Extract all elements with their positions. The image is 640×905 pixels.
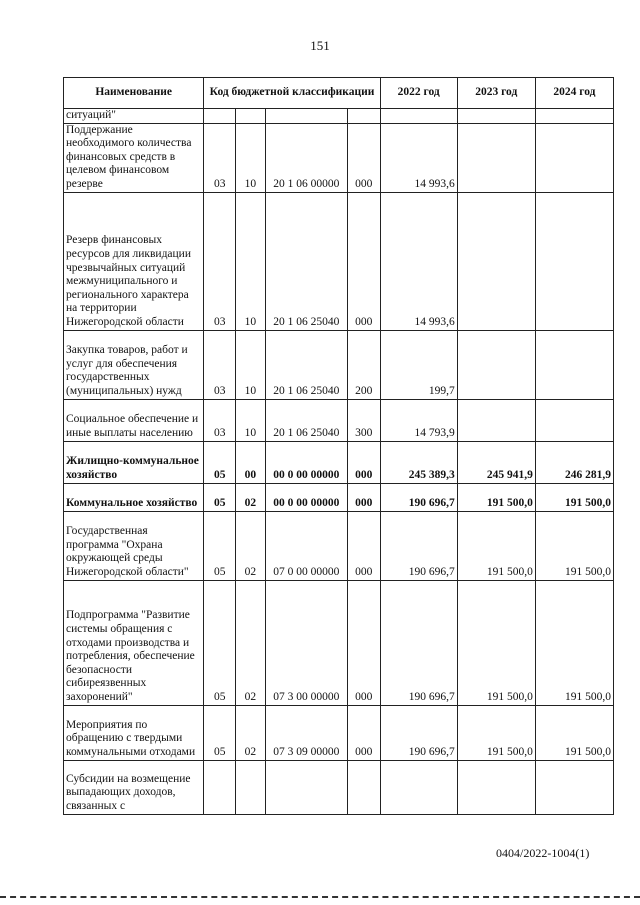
row-value-2023: 191 500,0 [457,483,535,511]
row-value-2022: 199,7 [380,330,457,399]
row-expense-type-code: 000 [347,192,380,330]
row-target-article-code: 00 0 00 00000 [265,441,347,483]
budget-table [63,77,614,815]
bottom-divider [0,896,640,898]
row-expense-type-code: 300 [347,399,380,441]
row-target-article-code: 20 1 06 25040 [265,192,347,330]
row-value-2024 [535,123,613,192]
row-name: Государственная программа "Охрана окружающей среды Нижегородской области" [64,511,204,580]
row-value-2022: 14 993,6 [380,123,457,192]
row-value-2023: 191 500,0 [457,705,535,760]
row-name: Закупка товаров, работ и услуг для обеспечения государственных (муниципальных) нужд [64,330,204,399]
table-row [64,511,614,580]
row-name: Социальное обеспечение и иные выплаты населению [64,399,204,441]
row-target-article-code: 00 0 00 00000 [265,483,347,511]
row-value-2022: 245 389,3 [380,441,457,483]
row-expense-type-code: 200 [347,330,380,399]
row-section-code: 03 [204,330,236,399]
table-row [64,483,614,511]
row-value-2024: 191 500,0 [535,483,613,511]
header-year-2024: 2024 год [535,78,613,109]
table-row [64,760,614,814]
row-name: Мероприятия по обращению с твердыми коммунальными отходами [64,705,204,760]
row-name: Субсидии на возмещение выпадающих доходов, связанных с [64,760,204,814]
row-value-2022: 14 993,6 [380,192,457,330]
row-target-article-code: 20 1 06 25040 [265,399,347,441]
row-name: ситуаций" [64,109,204,124]
row-subsection-code [236,760,266,814]
row-name: Жилищно-коммунальное хозяйство [64,441,204,483]
row-value-2023 [457,123,535,192]
row-section-code: 05 [204,511,236,580]
row-expense-type-code [347,760,380,814]
row-section-code [204,760,236,814]
row-value-2023 [457,192,535,330]
row-value-2023: 245 941,9 [457,441,535,483]
row-section-code [204,109,236,124]
row-value-2023 [457,399,535,441]
row-subsection-code: 02 [236,483,266,511]
row-target-article-code [265,760,347,814]
row-section-code: 05 [204,705,236,760]
row-subsection-code: 02 [236,511,266,580]
header-name: Наименование [64,78,204,109]
row-value-2022: 190 696,7 [380,705,457,760]
row-value-2024 [535,109,613,124]
row-value-2024: 246 281,9 [535,441,613,483]
row-target-article-code: 20 1 06 25040 [265,330,347,399]
table-row [64,441,614,483]
row-value-2024 [535,330,613,399]
row-subsection-code: 10 [236,330,266,399]
page-number: 151 [310,38,330,53]
row-value-2024: 191 500,0 [535,511,613,580]
header-year-2022: 2022 год [380,78,457,109]
row-subsection-code: 02 [236,705,266,760]
row-value-2023 [457,109,535,124]
row-value-2024: 191 500,0 [535,580,613,705]
row-target-article-code: 07 3 00 00000 [265,580,347,705]
row-subsection-code: 10 [236,123,266,192]
document-reference: 0404/2022-1004(1) [496,846,590,860]
row-subsection-code: 00 [236,441,266,483]
row-section-code: 03 [204,123,236,192]
row-subsection-code: 10 [236,192,266,330]
row-target-article-code: 07 3 09 00000 [265,705,347,760]
table-header-row [64,78,614,109]
row-subsection-code: 02 [236,580,266,705]
row-name: Коммунальное хозяйство [64,483,204,511]
row-target-article-code [265,109,347,124]
row-subsection-code: 10 [236,399,266,441]
table-row [64,123,614,192]
row-value-2024 [535,192,613,330]
row-expense-type-code: 000 [347,580,380,705]
row-target-article-code: 07 0 00 00000 [265,511,347,580]
row-value-2024: 191 500,0 [535,705,613,760]
row-value-2022: 14 793,9 [380,399,457,441]
table-row [64,705,614,760]
row-expense-type-code: 000 [347,123,380,192]
table-row [64,109,614,124]
row-value-2022: 190 696,7 [380,483,457,511]
row-expense-type-code: 000 [347,441,380,483]
table-row [64,192,614,330]
row-value-2023 [457,330,535,399]
row-name: Поддержание необходимого количества финансовых средств в целевом финансовом резерве [64,123,204,192]
row-section-code: 03 [204,192,236,330]
row-section-code: 05 [204,580,236,705]
row-expense-type-code: 000 [347,483,380,511]
table-row [64,330,614,399]
row-name: Подпрограмма "Развитие системы обращения с отходами производства и потребления, обеспечение безопасности сибиреязвенных захоронений" [64,580,204,705]
table-body [64,109,614,815]
row-value-2023: 191 500,0 [457,511,535,580]
row-value-2022: 190 696,7 [380,511,457,580]
row-value-2023 [457,760,535,814]
row-value-2022 [380,760,457,814]
row-value-2023: 191 500,0 [457,580,535,705]
row-value-2024 [535,760,613,814]
header-year-2023: 2023 год [457,78,535,109]
row-expense-type-code: 000 [347,511,380,580]
row-expense-type-code [347,109,380,124]
header-code: Код бюджетной классификации [204,78,380,109]
row-expense-type-code: 000 [347,705,380,760]
row-value-2022: 190 696,7 [380,580,457,705]
table-row [64,399,614,441]
row-value-2024 [535,399,613,441]
row-name: Резерв финансовых ресурсов для ликвидации чрезвычайных ситуаций межмуниципального и регионального характера на территории Нижегородской области [64,192,204,330]
row-section-code: 05 [204,441,236,483]
table-row [64,580,614,705]
row-value-2022 [380,109,457,124]
row-section-code: 05 [204,483,236,511]
row-section-code: 03 [204,399,236,441]
row-target-article-code: 20 1 06 00000 [265,123,347,192]
row-subsection-code [236,109,266,124]
